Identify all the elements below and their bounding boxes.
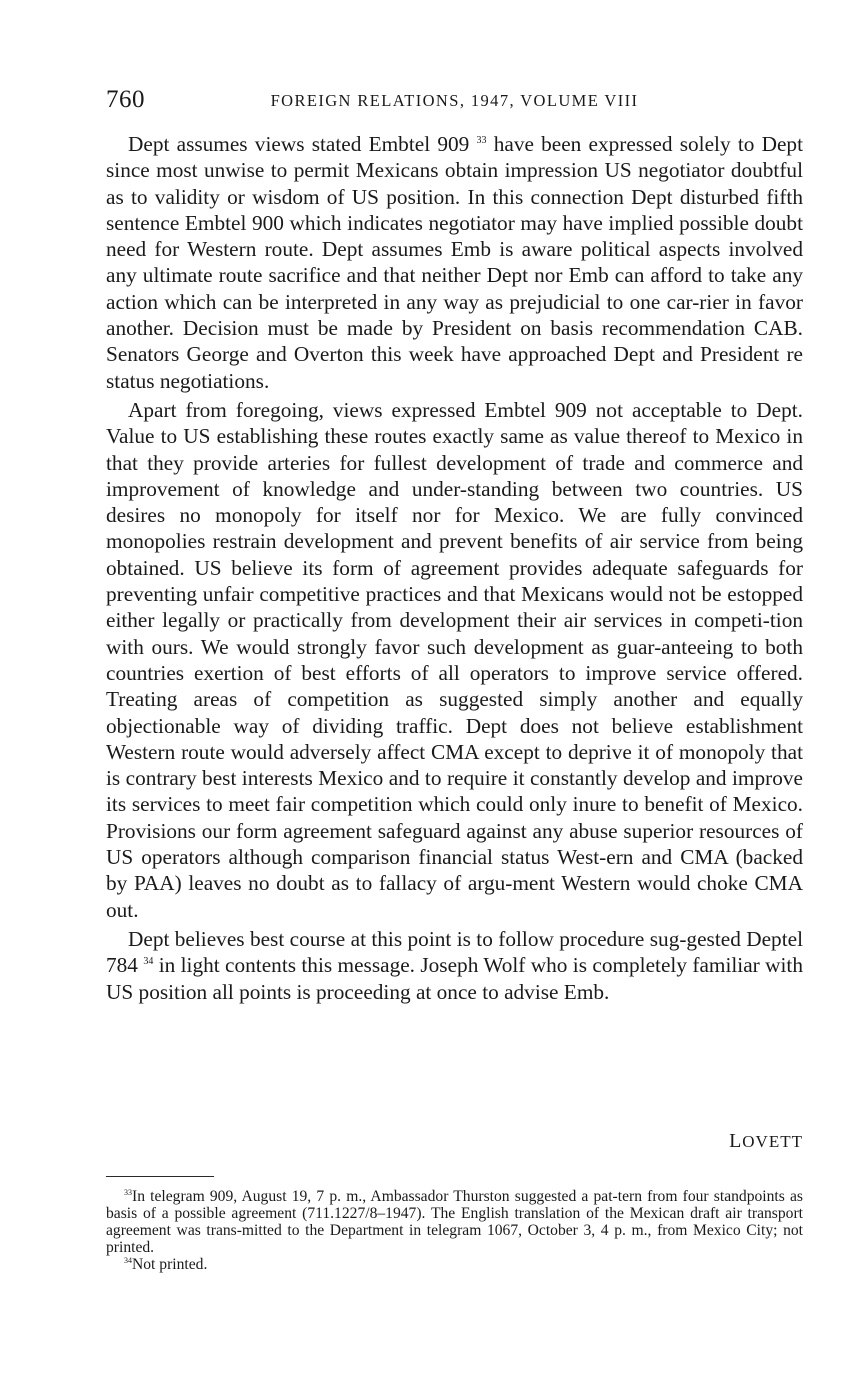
paragraph-1: Dept assumes views stated Embtel 909 $^{33}$ have been expressed solely to Dept since most unwise to permit Mexicans obtain impression US negotiator doubtful as to validity or wisdom of US position. In this connection Dept disturbed fifth sentence Embtel 900 which indicates negotiator may have implied possible doubt need for Western route. Dept assumes Emb is aware political aspects involved any ultimate route sacrifice and that neither Dept nor Emb can afford to take any action which can be interpreted in any way as prejudicial to one car-rier in favor another. Decision must be made by President on basis recommendation CAB. Senators George and Overton this week have approached Dept and President re status negotiations. [106, 132, 803, 393]
footnote-ref-34: 34 [143, 956, 154, 968]
footnote-ref-33: 33 [476, 135, 487, 146]
footnotes [106, 1188, 803, 1273]
page-number: 760 [106, 86, 145, 113]
page-header [106, 86, 803, 116]
footnote-34: $^{34}$Not printed. [124, 1256, 208, 1273]
footnote-33: $^{33}$In telegram 909, August 19, 7 p. m., Ambassador Thurston suggested a pat-tern from four standpoints as basis of a possible agreement (711.1227/8–1947). The English translation of the Mexican draft air transport agreement was trans-mitted to the Department in telegram 1067, October 3, 4 p. m., from Mexico City; not printed. [106, 1188, 803, 1256]
footnote-marker: 34 [124, 1256, 132, 1265]
signature: LOVETT [729, 1130, 803, 1152]
footnote-divider [106, 1176, 214, 1177]
footnote-marker: 33 [124, 1188, 132, 1197]
paragraph-3: Dept believes best course at this point is to follow procedure sug-gested Deptel 784 $^{34}$ in light contents this message. Joseph Wolf who is completely familiar with US position all points is proceeding at once to advise Emb. [106, 926, 803, 1004]
running-head: FOREIGN RELATIONS, 1947, VOLUME VIII [270, 91, 639, 110]
paragraph-2: Apart from foregoing, views expressed Embtel 909 not acceptable to Dept. Value to US establishing these routes exactly same as value thereof to Mexico in that they provide arteries for fullest development of trade and commerce and improvement of knowledge and under-standing between two countries. US desires no monopoly for itself nor for Mexico. We are fully convinced monopolies restrain development and prevent benefits of air service from being obtained. US believe its form of agreement provides adequate safeguards for preventing unfair competitive practices and that Mexicans would not be estopped either legally or practically from development their air services in competi-tion with ours. We would strongly favor such development as guar-anteeing to both countries exertion of best efforts of all operators to improve service offered. Treating areas of competition as suggested simply another and equally objectionable way of dividing traffic. Dept does not believe establishment Western route would adversely affect CMA except to deprive it of monopoly that is contrary best interests Mexico and to require it constantly develop and improve its services to meet fair competition which could only inure to benefit of Mexico. Provisions our form agreement safeguard against any abuse superior resources of US operators although comparison financial status West-ern and CMA (backed by PAA) leaves no doubt as to fallacy of argu-ment Western would choke CMA out. [106, 397, 803, 922]
telegram-body [106, 131, 803, 1005]
